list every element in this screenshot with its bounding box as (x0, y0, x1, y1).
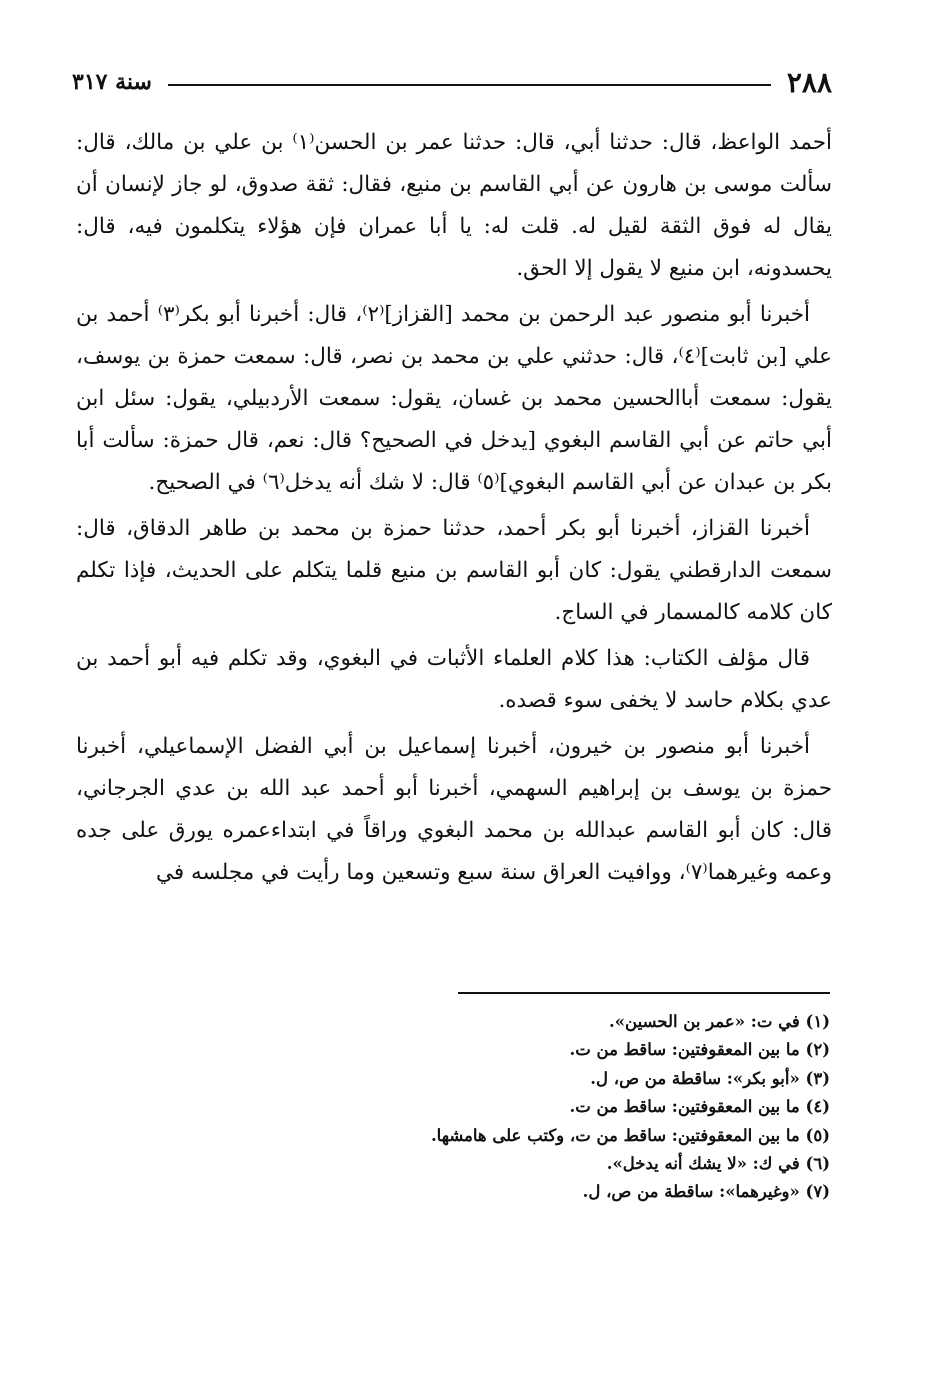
page-header (72, 62, 832, 102)
paragraph-1: أحمد الواعظ، قال: حدثنا أبي، قال: حدثنا عمر بن الحسن⁽١⁾ بن علي بن مالك، قال: سألت موسى بن هارون عن أبي القاسم بن منيع، فقال: ثقة صدوق، لو جاز لإنسان أن يقال له فوق الثقة لقيل له. قلت له: يا أبا عمران فإن هؤلاء يتكلمون فيه، قال: يحسدونه، ابن منيع لا يقول إلا الحق. (76, 130, 833, 281)
footnote-4: (٤) ما بين المعقوفتين: ساقط من ت. (569, 1097, 830, 1117)
paragraph-2: أخبرنا أبو منصور عبد الرحمن بن محمد [القزاز]⁽٢⁾، قال: أخبرنا أبو بكر⁽٣⁾ أحمد بن علي [بن ثابت]⁽٤⁾، قال: حدثني علي بن محمد بن نصر، قال: سمعت حمزة بن يوسف، يقول: سمعت أباالحسين محمد بن غسان، يقول: سمعت الأردبيلي، يقول: سئل ابن أبي حاتم عن أبي القاسم البغوي [يدخل في الصحيح؟ قال: نعم، قال حمزة: سألت أبا بكر بن عبدان عن أبي القاسم البغوي]⁽٥⁾ قال: لا شك أنه يدخل⁽٦⁾ في الصحيح. (76, 302, 832, 495)
footnote-1: (١) في ت: «عمر بن الحسين». (608, 1012, 830, 1031)
footnote-3: (٣) «أبو بكر»: ساقطة من ص، ل. (590, 1068, 830, 1088)
paragraph-3: أخبرنا القزاز، أخبرنا أبو بكر أحمد، حدثنا حمزة بن محمد بن طاهر الدقاق، قال: سمعت الدارقطني يقول: كان أبو القاسم بن منيع قلما يتكلم على الحديث، فإذا تكلم كان كلامه كالمسمار في الساج. (76, 516, 832, 625)
footnotes (300, 1008, 830, 1207)
footnote-6: (٦) في ك: «لا يشك أنه يدخل». (606, 1154, 830, 1174)
year-label: سنة ٣١٧ (72, 69, 152, 95)
page-number: ٢٨٨ (786, 65, 832, 99)
header-rule (168, 84, 771, 86)
footnote-2: (٢) ما بين المعقوفتين: ساقط من ت. (569, 1040, 830, 1060)
footnote-7: (٧) «وغيرهما»: ساقطة من ص، ل. (582, 1182, 830, 1202)
footnote-5: (٥) ما بين المعقوفتين: ساقط من ت، وكتب على هامشها. (430, 1125, 830, 1145)
paragraph-5: أخبرنا أبو منصور بن خيرون، أخبرنا إسماعيل بن أبي الفضل الإسماعيلي، أخبرنا حمزة بن يوسف بن إبراهيم السهمي، أخبرنا أبو أحمد عبد الله بن عدي الجرجاني، قال: كان أبو القاسم عبدالله بن محمد البغوي وراقاً في ابتداءعمره يورق على جده وعمه وغيرهما⁽٧⁾، ووافيت العراق سنة سبع وتسعين وما رأيت في مجلسه في (76, 734, 832, 885)
paragraph-4: قال مؤلف الكتاب: هذا كلام العلماء الأثبات في البغوي، وقد تكلم فيه أبو أحمد بن عدي بكلام حاسد لا يخفى سوء قصده. (76, 646, 832, 713)
footnote-separator (458, 992, 830, 994)
main-text (76, 122, 832, 898)
